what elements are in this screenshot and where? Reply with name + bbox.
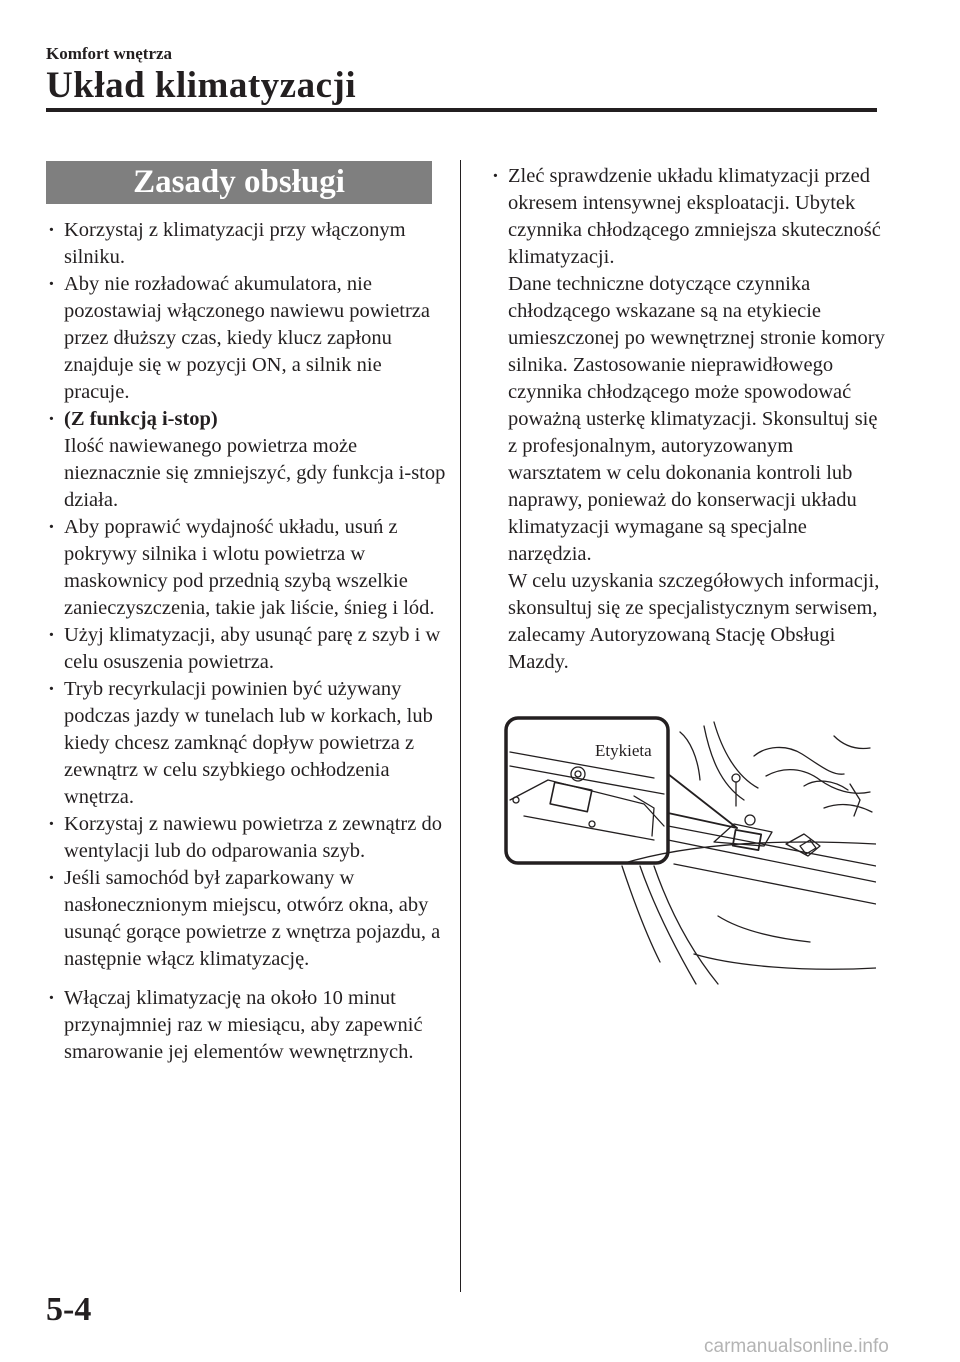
figure-callout-label: Etykieta bbox=[595, 741, 652, 760]
right-column-list bbox=[490, 163, 890, 676]
list-item: · Aby poprawić wydajność układu, usuń z pokrywy silnika i wlotu powietrza w maskownicy pod przednią szybą wszelkie zanieczyszczenia, takie jak liście, śnieg i lód. bbox=[46, 514, 446, 622]
list-item-heading: · (Z funkcją i-stop) bbox=[64, 408, 218, 430]
left-column-list bbox=[46, 217, 446, 1066]
engine-bay-label-illustration bbox=[504, 716, 876, 986]
column-divider bbox=[460, 160, 461, 1292]
list-item bbox=[46, 406, 446, 514]
list-item: · Użyj klimatyzacji, aby usunąć parę z szyb i w celu osuszenia powietrza. bbox=[46, 622, 446, 676]
section-banner: Zasady obsługi bbox=[46, 161, 432, 204]
list-item: · Jeśli samochód był zaparkowany w nasłonecznionym miejscu, otwórz okna, aby usunąć gorące powietrze z wnętrza pojazdu, a następnie włącz klimatyzację. bbox=[46, 865, 446, 973]
paragraph: Dane techniczne dotyczące czynnika chłodzącego wskazane są na etykiecie umieszczonej po wewnętrznej stronie komory silnika. Zastosowanie nieprawidłowego czynnika chłodzącego może spowodować poważną usterkę klimatyzacji. Skonsultuj się z profesjonalnym, autoryzowanym warsztatem w celu dokonania kontroli lub naprawy, ponieważ do konserwacji układu klimatyzacji wymagane są specjalne narzędzia. bbox=[508, 273, 885, 565]
paragraph: W celu uzyskania szczegółowych informacji, skonsultuj się ze specjalistycznym serwisem, zalecamy Autoryzowaną Stację Obsługi Mazdy. bbox=[508, 570, 880, 673]
paragraph: · Zleć sprawdzenie układu klimatyzacji przed okresem intensywnej eksploatacji. Ubytek czynnika chłodzącego zmniejsza skuteczność klimatyzacji. bbox=[508, 165, 881, 268]
list-item: · Włączaj klimatyzację na około 10 minut przynajmniej raz w miesiącu, aby zapewnić smarowanie jej elementów wewnętrznych. bbox=[46, 985, 446, 1066]
watermark: carmanualsonline.info bbox=[704, 1336, 889, 1357]
list-item-text: Ilość nawiewanego powietrza może nieznacznie się zmniejszyć, gdy funkcja i-stop działa. bbox=[64, 435, 446, 511]
section-kicker: Komfort wnętrza bbox=[46, 44, 173, 63]
list-item: · Aby nie rozładować akumulatora, nie pozostawiaj włączonego nawiewu powietrza przez dłuższy czas, kiedy klucz zapłonu znajduje się w pozycji ON, a silnik nie pracuje. bbox=[46, 271, 446, 406]
title-rule bbox=[46, 108, 877, 112]
list-item bbox=[490, 163, 890, 676]
page-title: Układ klimatyzacji bbox=[46, 65, 357, 106]
list-item: · Korzystaj z klimatyzacji przy włączonym silniku. bbox=[46, 217, 446, 271]
list-item: · Tryb recyrkulacji powinien być używany podczas jazdy w tunelach lub w korkach, lub kiedy chcesz zamknąć dopływ powietrza z zewnątrz w celu szybkiego ochłodzenia wnętrza. bbox=[46, 676, 446, 811]
page-number: 5-4 bbox=[46, 1291, 92, 1328]
list-item: · Korzystaj z nawiewu powietrza z zewnątrz do wentylacji lub do odparowania szyb. bbox=[46, 811, 446, 865]
